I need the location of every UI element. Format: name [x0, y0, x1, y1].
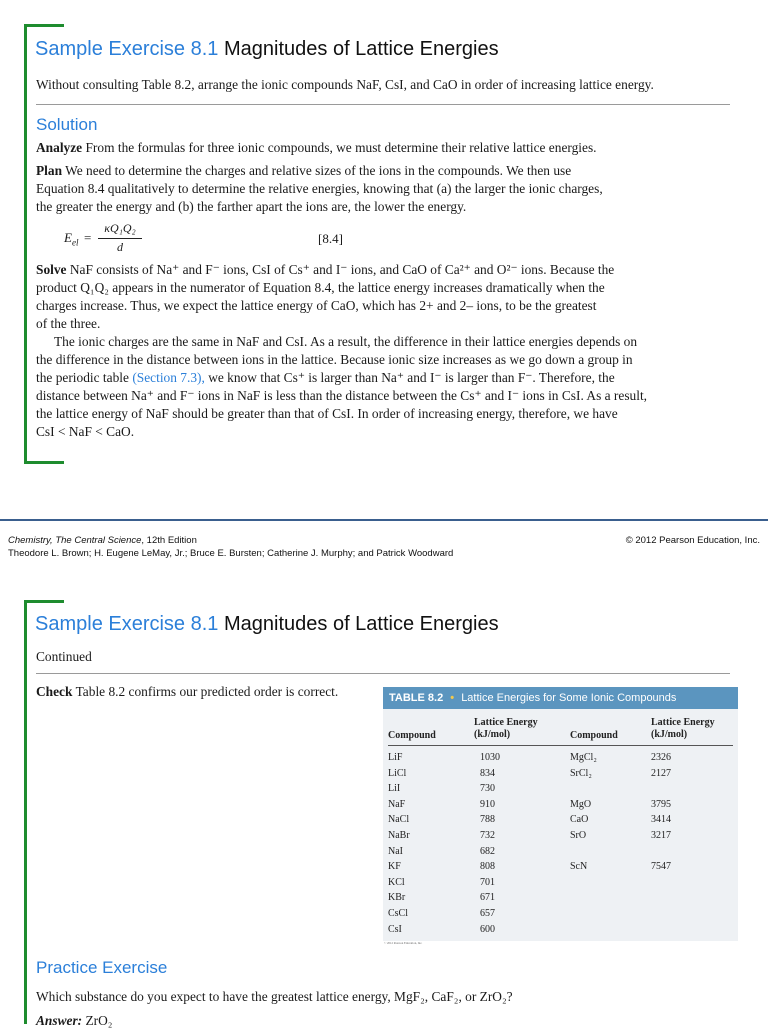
- slide-separator: [0, 519, 768, 521]
- table-cell-compound: KF: [388, 861, 401, 872]
- solve-line-1: [36, 261, 614, 279]
- para2-line-3: the periodic table (Section 7.3), we know that Cs⁺ is larger than Na⁺ and I⁻ is larger than F⁻. Therefore, the: [36, 370, 615, 385]
- table-cell-compound: CaO: [570, 814, 589, 825]
- equation-lhs: $E_{el}$: [64, 230, 79, 248]
- slide1-title-text: Magnitudes of Lattice Energies: [223, 38, 499, 60]
- table-cell-energy: 1030: [480, 752, 500, 763]
- analyze-paragraph: [36, 139, 597, 157]
- table-cell-compound: KBr: [388, 892, 406, 903]
- table-title: Lattice Energies for Some Ionic Compounds: [461, 692, 677, 704]
- equation-equals: =: [84, 230, 92, 245]
- table-cell-energy: 682: [480, 846, 495, 857]
- plan-line-1: [36, 162, 571, 180]
- footer-book: [8, 535, 197, 546]
- table-cell-compound: NaF: [388, 799, 406, 810]
- slide1-divider: [36, 104, 730, 105]
- col-energy-left-line1: Lattice Energy: [474, 717, 538, 728]
- solve-line-4: of the three.: [36, 316, 101, 331]
- table-cell-energy: 671: [480, 892, 495, 903]
- table-cell-energy: 3414: [651, 814, 671, 825]
- slide2-accent-top: [24, 600, 64, 603]
- footer-copyright: © 2012 Pearson Education, Inc.: [625, 535, 760, 546]
- equation-fraction-bar: [98, 238, 142, 239]
- table-cell-energy: 7547: [651, 861, 671, 872]
- table-cell-energy: 657: [480, 908, 495, 919]
- equation-denominator: d: [117, 240, 123, 254]
- slide1-accent-left: [24, 24, 27, 464]
- table-cell-energy: 834: [480, 768, 495, 779]
- plan-label: Plan: [36, 163, 63, 178]
- check-label: Check: [36, 684, 73, 699]
- section-7-3-link[interactable]: (Section 7.3),: [132, 370, 205, 385]
- solve-line-2: product Q₁Q₂ appears in the numerator of Equation 8.4, the lattice energy increases dramatically when the: [36, 280, 605, 295]
- slide1-title: [35, 38, 499, 61]
- table-cell-compound: CsCl: [388, 908, 409, 919]
- table-label: TABLE 8.2: [389, 692, 444, 704]
- col-energy-right-line1: Lattice Energy: [651, 717, 715, 728]
- plan-line-2: Equation 8.4 qualitatively to determine the relative energies, knowing that (a) the larger the ionic charges,: [36, 181, 603, 196]
- table-cell-compound: MgCl₂: [570, 752, 597, 763]
- table-cell-energy: 2127: [651, 768, 671, 779]
- exercise-prompt: Without consulting Table 8.2, arrange the ionic compounds NaF, CsI, and CaO in order of increasing lattice energy.: [36, 77, 654, 92]
- plan-line-3: the greater the energy and (b) the farther apart the ions are, the lower the energy.: [36, 199, 467, 214]
- table-cell-compound: NaBr: [388, 830, 410, 841]
- solution-heading: Solution: [36, 115, 98, 134]
- plan-text-1: We need to determine the charges and relative sizes of the ions in the compounds. We then use: [65, 163, 572, 178]
- check-paragraph: [36, 683, 338, 701]
- table-cell-compound: MgO: [570, 799, 592, 810]
- slide2-accent-left: [24, 600, 27, 1024]
- col-energy-right-line2: (kJ/mol): [651, 729, 688, 740]
- table-cell-compound: ScN: [570, 861, 588, 872]
- slide2-title: [35, 613, 499, 636]
- table-cell-energy: 701: [480, 877, 495, 888]
- table-cell-compound: LiF: [388, 752, 403, 763]
- table-cell-energy: 3795: [651, 799, 671, 810]
- slide2-title-number: Sample Exercise 8.1: [35, 613, 219, 635]
- slide1-accent-bottom: [24, 461, 64, 464]
- check-text: Table 8.2 confirms our predicted order is correct.: [75, 684, 339, 699]
- solve-line-3: charges increase. Thus, we expect the lattice energy of CaO, which has 2+ and 2– ions, to be the greatest: [36, 298, 597, 313]
- solve-text-1: NaF consists of Na⁺ and F⁻ ions, CsI of Cs⁺ and I⁻ ions, and CaO of Ca²⁺ and O²⁻ ions. Because the: [69, 262, 615, 277]
- equation-numerator: κQ₁Q₂: [104, 221, 136, 235]
- table-header-rule: [388, 745, 733, 746]
- table-cell-energy: 910: [480, 799, 495, 810]
- col-compound-right: Compound: [570, 730, 618, 741]
- footer-book-title: Chemistry, The Central Science: [8, 535, 142, 546]
- table-cell-energy: 730: [480, 783, 495, 794]
- table-cell-compound: SrO: [570, 830, 587, 841]
- table-cell-energy: 732: [480, 830, 495, 841]
- slide2-title-text: Magnitudes of Lattice Energies: [223, 613, 499, 635]
- answer-text: ZrO₂: [85, 1013, 113, 1028]
- table-cell-energy: 3217: [651, 830, 671, 841]
- table-cell-energy: 600: [480, 924, 495, 935]
- equation-number: [8.4]: [318, 231, 343, 246]
- solve-label: Solve: [36, 262, 67, 277]
- table-cell-energy: 788: [480, 814, 495, 825]
- table-cell-compound: LiI: [388, 783, 401, 794]
- para2-line-1: The ionic charges are the same in NaF and CsI. As a result, the difference in their lattice energies depends on: [54, 334, 638, 349]
- answer-label: Answer:: [36, 1013, 83, 1028]
- table-cell-energy: 2326: [651, 752, 671, 763]
- para2-line-4: distance between Na⁺ and F⁻ ions in NaF is less than the distance between the Cs⁺ and I⁻ ions in CsI. As a result,: [36, 388, 648, 403]
- table-cell-energy: 808: [480, 861, 495, 872]
- col-compound-left: Compound: [388, 730, 436, 741]
- table-cell-compound: SrCl₂: [570, 768, 592, 779]
- footer-authors: Theodore L. Brown; H. Eugene LeMay, Jr.; Bruce E. Bursten; Catherine J. Murphy; and Patrick Woodward: [8, 548, 454, 559]
- table-copyright: © 2012 Pearson Education, Inc.: [384, 941, 423, 945]
- slide2-divider: [36, 673, 730, 674]
- table-cell-compound: LiCl: [388, 768, 407, 779]
- table-bullet: •: [450, 692, 455, 704]
- slide1-accent-top: [24, 24, 64, 27]
- para2-line-6: CsI < NaF < CaO.: [36, 424, 135, 439]
- table-cell-compound: NaCl: [388, 814, 410, 825]
- table-cell-compound: NaI: [388, 846, 403, 857]
- table-cell-compound: CsI: [388, 924, 402, 935]
- equation-lhs-subscript: el: [71, 237, 79, 248]
- practice-heading: Practice Exercise: [36, 958, 168, 977]
- slide1-title-number: Sample Exercise 8.1: [35, 38, 219, 60]
- para2-line-2: the difference in the distance between ions in the lattice. Because ionic size increases as we go down a group in: [36, 352, 633, 367]
- col-energy-left-line2: (kJ/mol): [474, 729, 511, 740]
- footer-edition: , 12th Edition: [141, 535, 197, 546]
- analyze-label: Analyze: [36, 140, 83, 155]
- para2-line-5: the lattice energy of NaF should be greater than that of CsI. In order of increasing energy, therefore, we have: [36, 406, 618, 421]
- table-cell-compound: KCl: [388, 877, 405, 888]
- practice-question: Which substance do you expect to have the greatest lattice energy, MgF₂, CaF₂, or ZrO₂?: [36, 989, 513, 1004]
- continued-label: Continued: [36, 649, 92, 664]
- table-8-2-body: [383, 709, 738, 941]
- answer-line: [36, 1012, 112, 1030]
- analyze-text: From the formulas for three ionic compounds, we must determine their relative lattice energies.: [85, 140, 597, 155]
- table-8-2-header: [383, 687, 738, 709]
